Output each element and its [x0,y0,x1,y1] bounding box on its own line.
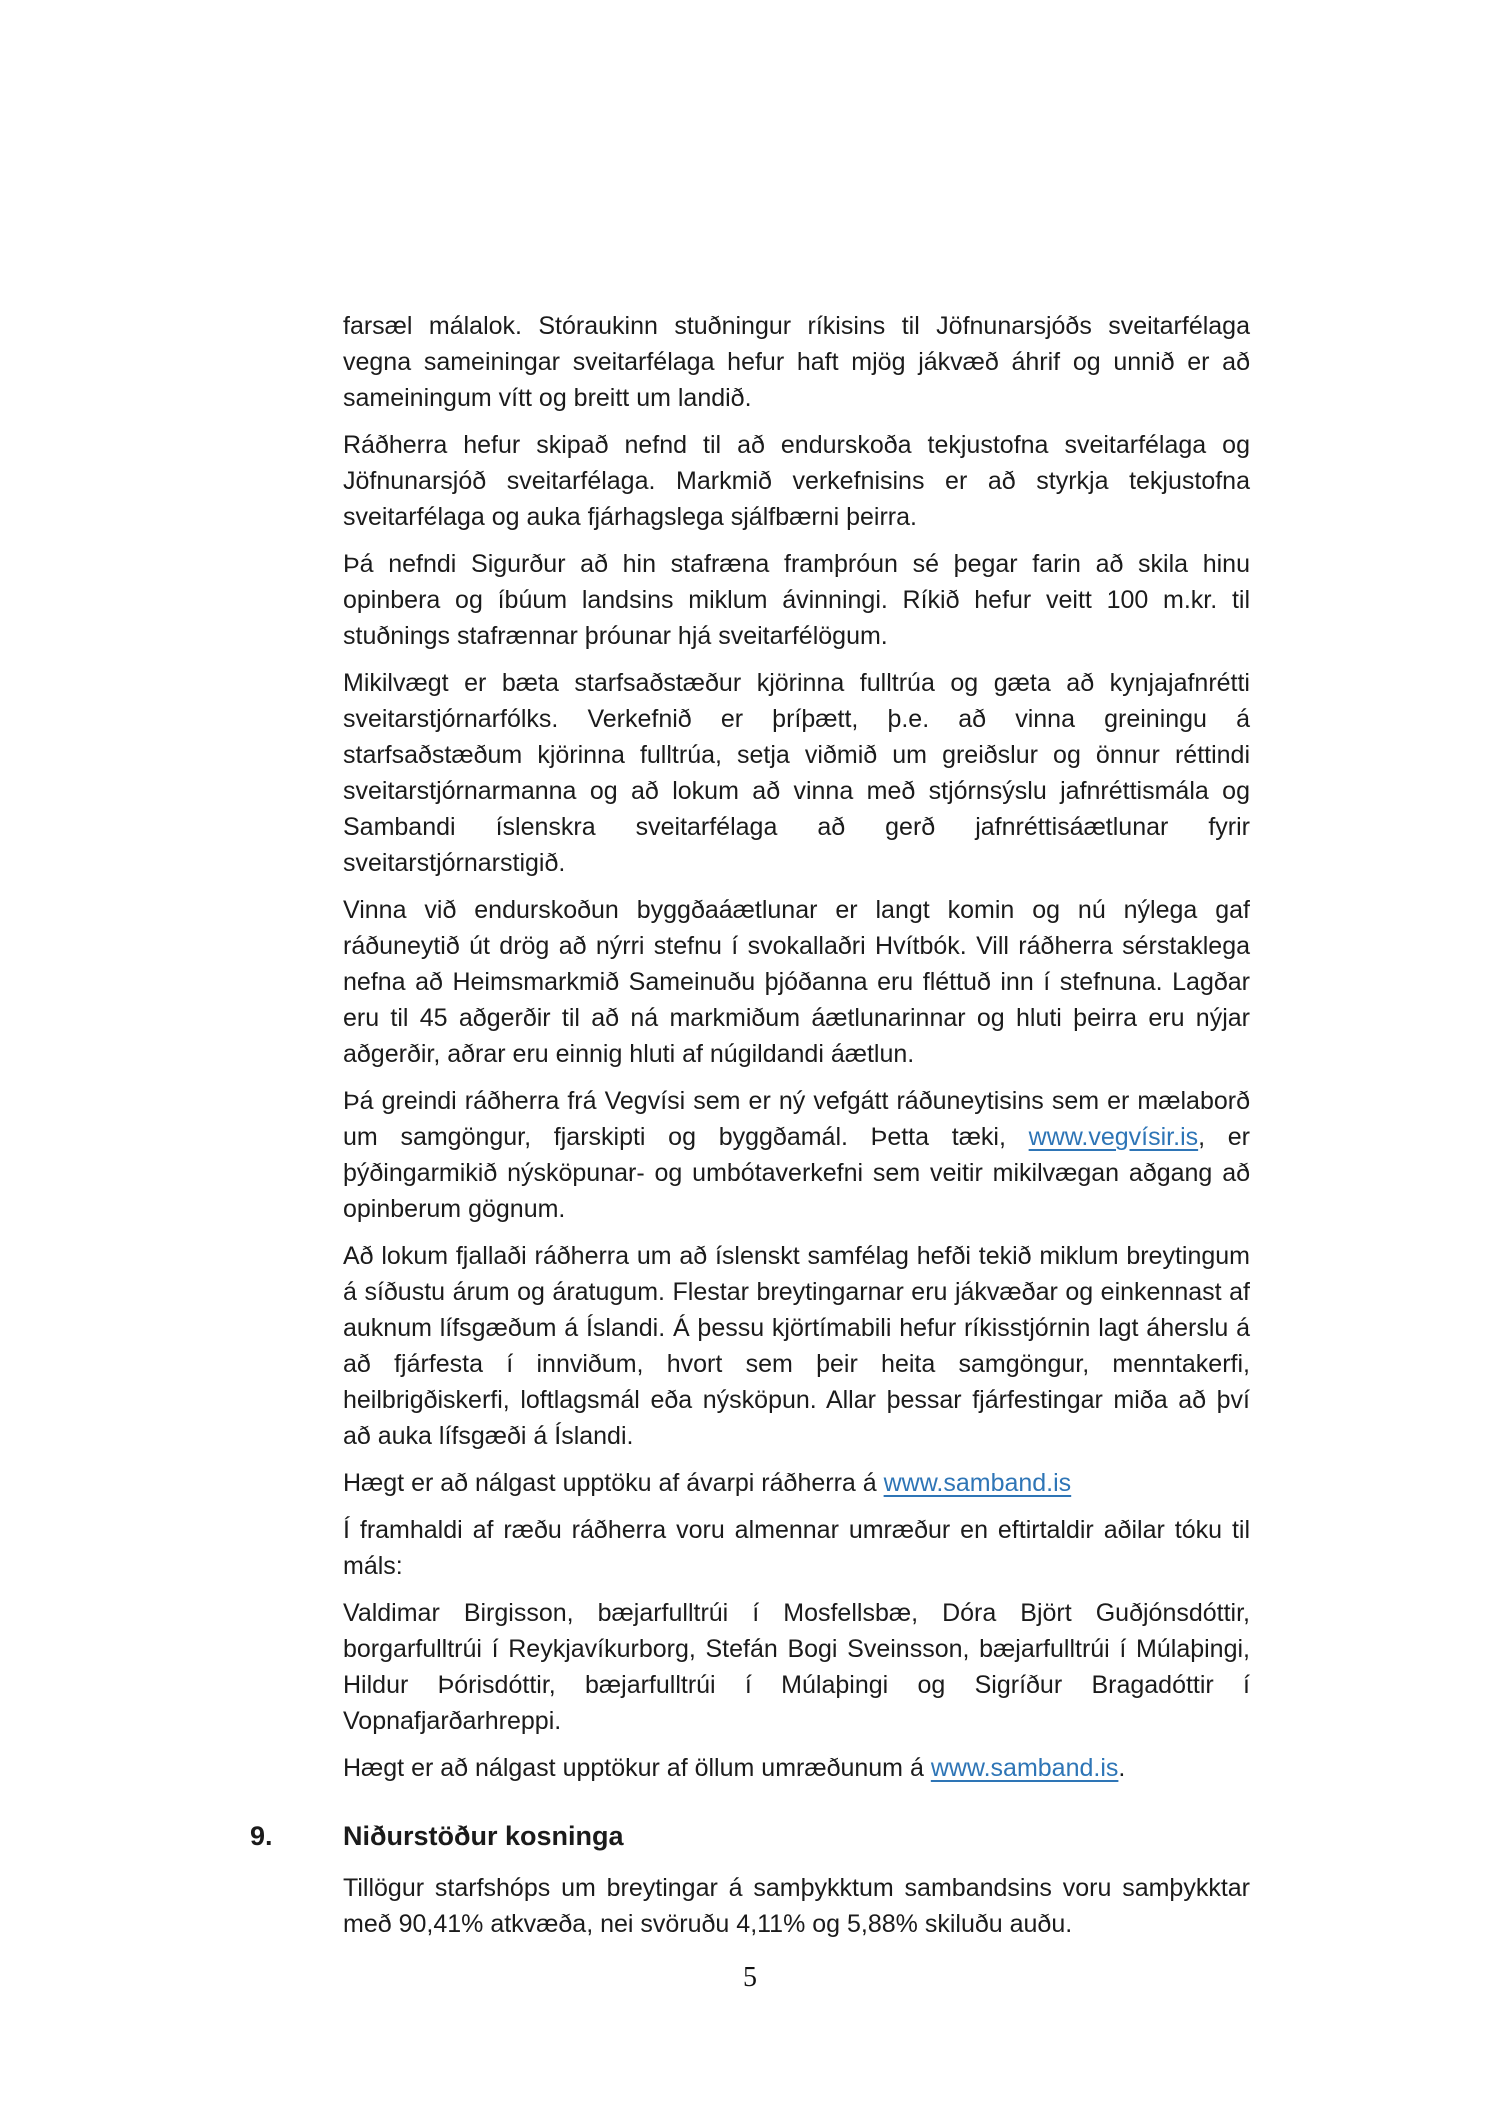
paragraph-umraedur-inngangur: Í framhaldi af ræðu ráðherra voru almennar umræður en eftirtaldir aðilar tóku til máls: [343,1516,1250,1580]
paragraph-kosninganidurstodur: Tillögur starfshóps um breytingar á samþykktum sambandsins voru samþykktar með 90,41% atkvæða, nei svöruðu 4,11% og 5,88% skiluðu auðu. [343,1874,1250,1938]
paragraph-vegvisir [343,1083,1250,1227]
paragraph-upptaka-umraedur-period: . [1118,1754,1126,1782]
section-number: 9. [250,1821,273,1851]
paragraph-stafraen-framthroun: Þá nefndi Sigurður að hin stafræna framþróun sé þegar farin að skila hinu opinbera og íbúum landsins miklum ávinningi. Ríkið hefur veitt 100 m.kr. til stuðnings stafrænnar þróunar hjá sveitarfélögum. [343,550,1250,650]
samband-link-avarp[interactable]: www.samband.is [883,1469,1072,1497]
paragraph-upptaka-umraedur [343,1750,1250,1786]
vegvisir-link[interactable]: www.vegvísir.is [1028,1123,1199,1151]
section-title: Niðurstöður kosninga [343,1821,624,1851]
paragraph-malalok: farsæl málalok. Stóraukinn stuðningur ríkisins til Jöfnunarsjóðs sveitarfélaga vegna sameiningar sveitarfélaga hefur haft mjög jákvæð áhrif og unnið er að sameiningum vítt og breitt um landið. [343,312,1250,412]
paragraph-vegvisir-text-after: , er þýðingarmikið nýsköpunar- og umbótaverkefni sem veitir mikilvægan aðgang að opinberum gögnum. [343,1123,1251,1223]
paragraph-vegvisir-text-before: Þá greindi ráðherra frá Vegvísi sem er ný vefgátt ráðuneytisins sem er mælaborð um samgöngur, fjarskipti og byggðamál. Þetta tæki, [343,1087,1250,1151]
paragraph-starfsadstaedur: Mikilvægt er bæta starfsaðstæður kjörinna fulltrúa og gæta að kynjajafnrétti sveitarstjórnarfólks. Verkefnið er þríþætt, þ.e. að vinna greiningu á starfsaðstæðum kjörinna fulltrúa, setja viðmið um greiðslur og önnur réttindi sveitarstjórnarmanna og að lokum að vinna með stjórnsýslu jafnréttismála og Sambandi íslenskra sveitarfélaga að gerð jafnréttisáætlunar fyrir sveitarstjórnarstigið. [343,669,1250,877]
paragraph-upptaka-avarp-text: Hægt er að nálgast upptöku af ávarpi ráðherra á [343,1469,884,1497]
page-number: 5 [743,1962,757,1993]
section-heading [250,1818,1250,1854]
paragraph-byggdaaaetlun: Vinna við endurskoðun byggðaáætlunar er langt komin og nú nýlega gaf ráðuneytið út drög að nýrri stefnu í svokallaðri Hvítbók. Vill ráðherra sérstaklega nefna að Heimsmarkmið Sameinuðu þjóðanna eru fléttuð inn í stefnuna. Lagðar eru til 45 aðgerðir til að ná markmiðum áætlunarinnar og hluti þeirra eru nýjar aðgerðir, aðrar eru einnig hluti af núgildandi áætlun. [343,896,1250,1068]
page-content [250,308,1250,1953]
paragraph-tekjustofnar: Ráðherra hefur skipað nefnd til að endurskoða tekjustofna sveitarfélaga og Jöfnunarsjóð sveitarfélaga. Markmið verkefnisins er að styrkja tekjustofna sveitarfélaga og auka fjárhagslega sjálfbærni þeirra. [343,431,1250,531]
paragraph-upptaka-umraedur-text: Hægt er að nálgast upptökur af öllum umræðunum á [343,1754,931,1782]
paragraph-thatttakendur: Valdimar Birgisson, bæjarfulltrúi í Mosfellsbæ, Dóra Björt Guðjónsdóttir, borgarfulltrúi í Reykjavíkurborg, Stefán Bogi Sveinsson, bæjarfulltrúi í Múlaþingi, Hildur Þórisdóttir, bæjarfulltrúi í Múlaþingi og Sigríður Bragadóttir í Vopnafjarðarhreppi. [343,1599,1250,1735]
page-footer [0,1962,1500,1994]
paragraph-upptaka-avarp [343,1465,1250,1501]
paragraph-samfelagsbreytingar: Að lokum fjallaði ráðherra um að íslenskt samfélag hefði tekið miklum breytingum á síðustu árum og áratugum. Flestar breytingarnar eru jákvæðar og einkennast af auknum lífsgæðum á Íslandi. Á þessu kjörtímabili hefur ríkisstjórnin lagt áherslu á að fjárfesta í innviðum, hvort sem þeir heita samgöngur, menntakerfi, heilbrigðiskerfi, loftlagsmál eða nýsköpun. Allar þessar fjárfestingar miða að því að auka lífsgæði á Íslandi. [343,1242,1250,1450]
samband-link-umraedur[interactable]: www.samband.is [930,1754,1119,1782]
